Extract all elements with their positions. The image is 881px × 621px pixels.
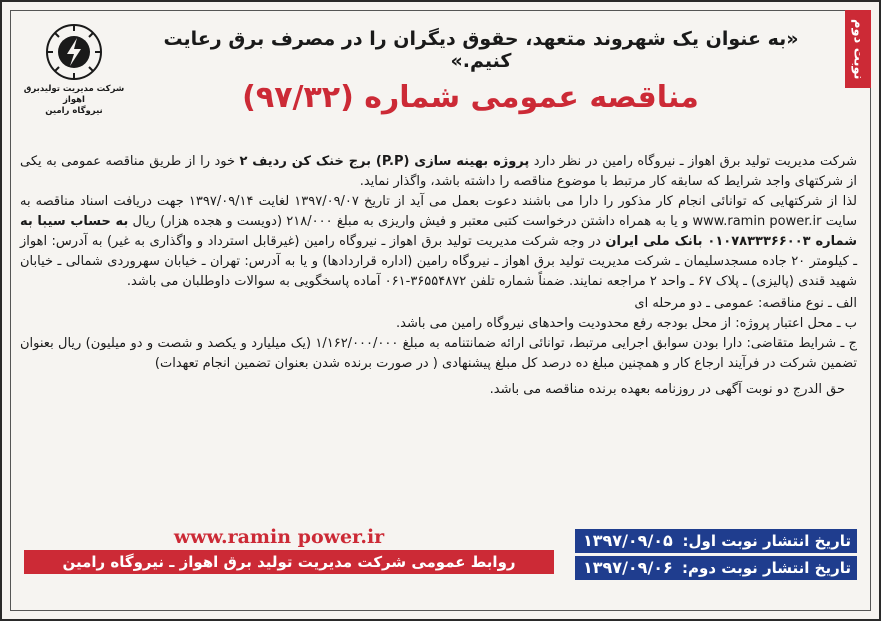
advertising-fee-note: حق الدرج دو نوبت آگهی در روزنامه بعهده برنده مناقصه می باشد. (489, 382, 845, 397)
second-publication-label: تاریخ انتشار نوبت دوم: (682, 559, 851, 577)
power-plant-logo-icon (39, 22, 109, 84)
public-relations-block (24, 526, 554, 574)
first-publication-date (575, 529, 857, 553)
invitation-text: لذا از شرکتهایی که توانائی انجام کار مذکور را دارا می باشند دعوت بعمل می آید از تاریخ ۱۳۹۷/۰۹/۰۷ لغایت ۱۳۹۷/۰۹/۱۴ جهت دریافت اسناد مناقصه به سایت www.ramin power.ir و یا به همراه داشتن درخواست کتبی معتبر و فیش واریزی به مبلغ ۲۱۸/۰۰۰ (دویست و هجده هزار) ریال (20, 194, 857, 229)
tender-conditions (20, 294, 857, 374)
first-publication-label: تاریخ انتشار نوبت اول: (682, 532, 851, 550)
project-name: پروژه بهینه سازی (P.P) برج خنک کن ردیف ۲ (239, 154, 530, 169)
invitation-text-end: در وجه شرکت مدیریت تولید برق اهواز ـ نیروگاه رامین (غیرقابل استرداد و واگذاری به غیر) به آدرس: اهواز ـ کیلومتر ۲۰ جاده مسجدسلیمان ـ شرکت مدیریت تولید برق اهواز ـ نیروگاه رامین (اداره قراردادها) و یا به آدرس: تهران ـ خیابان سهروردی شمالی ـ خیابان شهید قندی (پالیزی) ـ پلاک ۶۷ ـ واحد ۲ مراجعه نمایند. ضمناً شماره تلفن ۳۶۵۵۴۸۷۲-۰۶۱ آماده پاسخگویی به سوالات داوطلبان می باشد. (20, 234, 858, 289)
second-publication-date (575, 556, 857, 580)
company-logo (18, 22, 130, 118)
website-link[interactable]: www.ramin power.ir (173, 526, 385, 548)
second-publication-value: ۱۳۹۷/۰۹/۰۶ (583, 558, 673, 577)
logo-plant-name: نیروگاه رامین (45, 106, 103, 116)
intro-text: شرکت مدیریت تولید برق اهواز ـ نیروگاه رامین در نظر دارد (529, 154, 857, 169)
slogan: «به عنوان یک شهروند متعهد، حقوق دیگران را در مصرف برق رعایت کنیم.» (163, 28, 799, 72)
paragraph-intro (20, 152, 857, 192)
condition-item-budget: ب ـ محل اعتبار پروژه: از محل بودجه رفع محدودیت واحدهای نیروگاه رامین می باشد. (396, 316, 857, 331)
intro-text-end: خود را از طریق مناقصه عمومی به یکی از شرکتهای واجد شرایط که سابقه کار مرتبط با موضوع مناقصه را داشته باشد، واگذار نماید. (20, 154, 857, 189)
bank-account: به حساب سیبا به شماره ۰۱۰۷۸۳۳۳۶۶۰۰۳ بانک ملی ایران (20, 214, 857, 249)
edition-badge: نوبت دوم (845, 10, 871, 88)
condition-item-requirements: ج ـ شرایط متقاضی: دارا بودن سوابق اجرایی مرتبط، توانائی ارائه ضمانتنامه به مبلغ ۱/۱۶۲/۰۰۰/۰۰۰ (یک میلیارد و یکصد و شصت و دو میلیون) ریال بعنوان تضمین شرکت در فرآیند ارجاع کار و همچنین مبلغ ده درصد کل مبلغ پیشنهادی ( در صورت برنده شدن بعنوان تضمین انجام تعهدات) (20, 336, 857, 371)
public-relations-banner: روابط عمومی شرکت مدیریت تولید برق اهواز ـ نیروگاه رامین (24, 550, 554, 574)
condition-item-type: الف ـ نوع مناقصه: عمومی ـ دو مرحله ای (634, 296, 857, 311)
tender-body (20, 152, 857, 400)
logo-company-name: شرکت مدیریت تولیدبرق اهواز (23, 84, 125, 105)
first-publication-value: ۱۳۹۷/۰۹/۰۵ (583, 531, 673, 550)
tender-title: مناقصه عمومی شماره (۹۷/۳۲) (242, 80, 699, 115)
paragraph-invitation (20, 192, 857, 292)
